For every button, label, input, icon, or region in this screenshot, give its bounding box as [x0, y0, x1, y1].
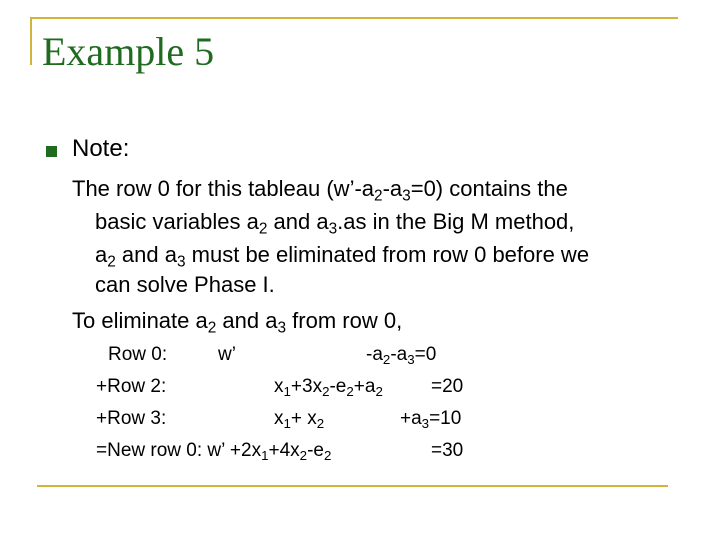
calc-row-result: =20 — [431, 376, 464, 397]
calc-row-result: $+a_3=10$ — [400, 408, 462, 431]
calc-row-term: $x_1+ x_2$ — [274, 408, 325, 431]
calc-row-result: =30 — [431, 440, 464, 461]
body-line: The row 0 for this tableau $(w’-a_2-a_3=0)$ contains the — [72, 176, 568, 205]
bottom-decor-line — [37, 485, 668, 487]
square-bullet-icon — [46, 146, 57, 157]
calc-row-term: $x_1+3x_2-e_2+a_2$ — [274, 376, 383, 399]
calc-row-label: =New row 0: w’ $+2x_1+4x_2-e_2$ — [96, 440, 332, 463]
slide-title: Example 5 — [42, 29, 215, 74]
calc-row-label: Row 0: — [108, 344, 168, 365]
body-line: To eliminate $a_2$ and $a_3$ from row 0, — [72, 308, 403, 337]
calc-row-label: +Row 2: — [96, 376, 167, 397]
bullet-label: Note: — [72, 135, 130, 162]
calc-row-label: +Row 3: — [96, 408, 167, 429]
left-decor-line — [30, 17, 32, 65]
body-line: basic variables $a_2$ and $a_3.as$ in the Big M method, — [95, 209, 575, 238]
body-line: can solve Phase I. — [95, 272, 275, 297]
top-decor-line — [30, 17, 678, 19]
body-line: $a_2$ and $a_3$ must be eliminated from row 0 before we — [95, 242, 590, 271]
calc-row-term: w’ — [218, 344, 236, 365]
calc-row-result: $-a_2-a_3=0$ — [366, 344, 437, 367]
